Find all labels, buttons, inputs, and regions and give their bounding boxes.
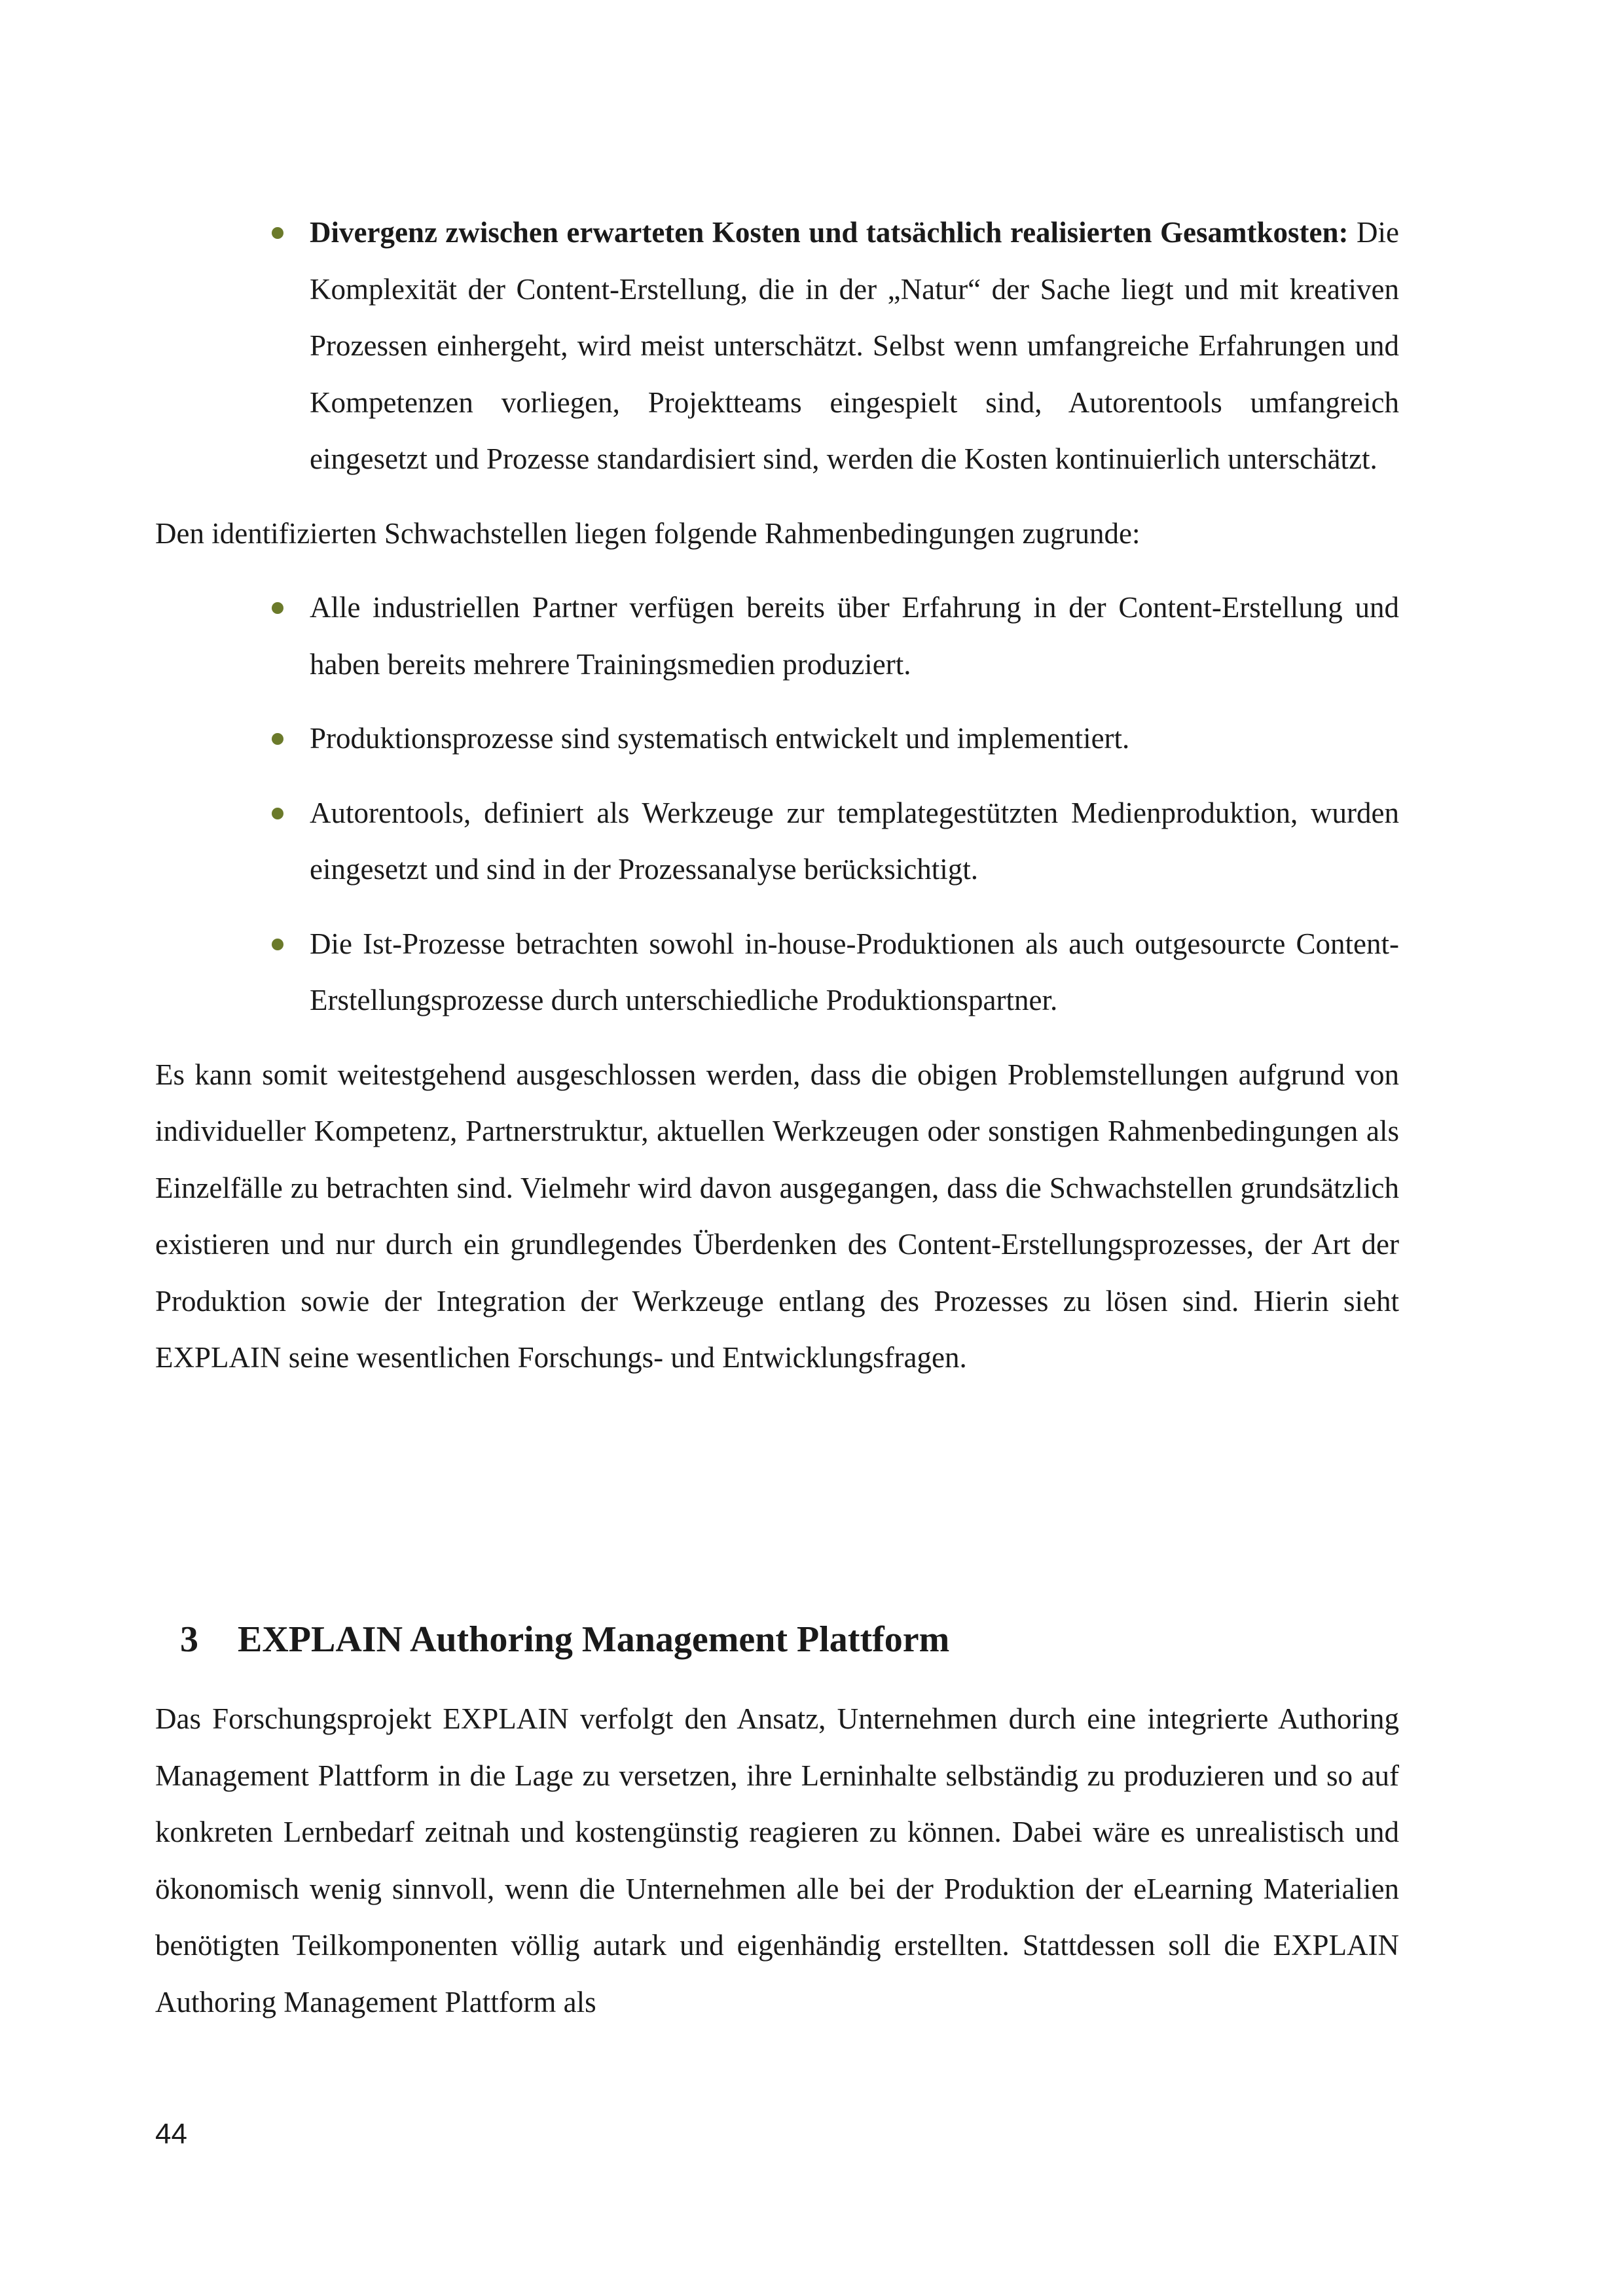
list-item: [155, 916, 1399, 1029]
section-heading: [155, 1617, 949, 1662]
bullet-icon: [272, 227, 283, 239]
section-number: 3: [180, 1619, 198, 1660]
bullet-icon: [272, 602, 283, 614]
bullet-text: Alle industriellen Partner verfügen bereits über Erfahrung in der Content-Erstellung und haben bereits mehrere Trainingsmedien produziert.: [310, 591, 1399, 681]
list-item: [155, 785, 1399, 898]
bullet-bold-lead: Divergenz zwischen erwarteten Kosten und tatsächlich realisierten Gesamtkosten:: [310, 216, 1349, 249]
bullet-text: Autorentools, definiert als Werkzeuge zur templategestützten Medienproduktion, wurden eingesetzt und sind in der Prozessanalyse berücksichtigt.: [310, 796, 1399, 886]
bullet-icon: [272, 808, 283, 819]
bullet-icon: [272, 939, 283, 950]
list-item: [155, 710, 1399, 767]
body-content: [155, 204, 1399, 1386]
bullet-text: Produktionsprozesse sind systematisch entwickelt und implementiert.: [310, 722, 1130, 755]
conditions-list: [155, 579, 1399, 1029]
conditions-intro: Den identifizierten Schwachstellen liegen folgende Rahmenbedingungen zugrunde:: [155, 516, 1140, 550]
section-paragraph: Das Forschungsprojekt EXPLAIN verfolgt den Ansatz, Unternehmen durch eine integrierte Authoring Management Plattform in die Lage zu versetzen, ihre Lerninhalte selbständig zu produzieren und so auf konkreten Lernbedarf zeitnah und kostengünstig reagieren zu können. Dabei wäre es unrealistisch und ökonomisch wenig sinnvoll, wenn die Unternehmen alle bei der Produktion der eLearning Materialien benötigten Teilkomponenten völlig autark und eigenhändig erstellten. Stattdessen soll die EXPLAIN Authoring Management Plattform als: [155, 1702, 1399, 2018]
bullet-text: Die Ist-Prozesse betrachten sowohl in-house-Produktionen als auch outgesourcte Content-Erstellungsprozesse durch unterschiedliche Produktionspartner.: [310, 927, 1399, 1016]
bullet-body: Die Komplexität der Content-Erstellung, die in der „Natur“ der Sache liegt und mit kreativen Prozessen einhergeht, wird meist unterschätzt. Selbst wenn umfangreiche Erfahrungen und Kompetenzen vorliegen, Projektteams eingespielt sind, Autorentools umfangreich eingesetzt und Prozesse standardisiert sind, werden die Kosten kontinuierlich unterschätzt.: [310, 216, 1399, 475]
list-item: [155, 204, 1399, 488]
conclusion-paragraph: Es kann somit weitestgehend ausgeschlossen werden, dass die obigen Problemstellungen aufgrund von individueller Kompetenz, Partnerstruktur, aktuellen Werkzeugen oder sonstigen Rahmenbedingungen als Einzelfälle zu betrachten sind. Vielmehr wird davon ausgegangen, dass die Schwachstellen grundsätzlich existieren und nur durch ein grundlegendes Überdenken des Content-Erstellungsprozesses, der Art der Produktion sowie der Integration der Werkzeuge entlang des Prozesses zu lösen sind. Hierin sieht EXPLAIN seine wesentlichen Forschungs- und Entwicklungsfragen.: [155, 1058, 1399, 1374]
list-item: [155, 579, 1399, 692]
cost-bullet-list: [155, 204, 1399, 488]
bullet-text: [310, 204, 1399, 488]
bullet-icon: [272, 733, 283, 745]
page-number: 44: [155, 2118, 187, 2150]
section-title: EXPLAIN Authoring Management Plattform: [238, 1619, 950, 1660]
